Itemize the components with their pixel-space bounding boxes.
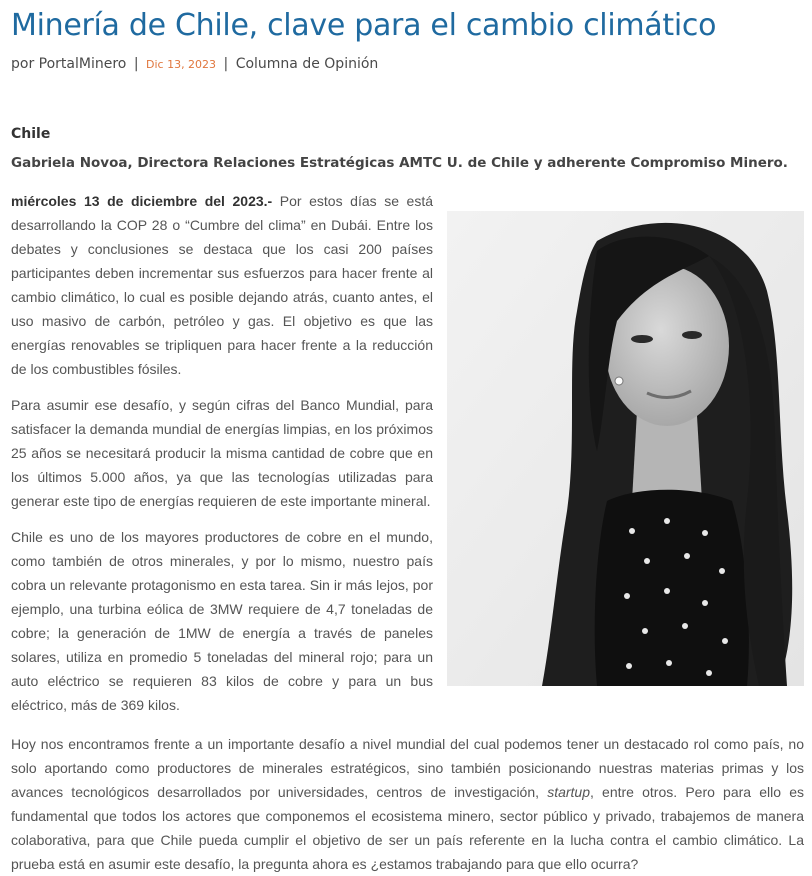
article-region: Chile [11,126,51,142]
post-date: Dic 13, 2023 [146,58,217,71]
paragraph-4-text-a: Hoy nos encontramos frente a un importante desafío a nivel mundial del cual podemos tener un destacado rol como país, no solo aportando como productores de minerales estratégicos, sino también posicionando nuestras materias primas y los avances tecnológicos desarrollados por universidades, centros de investigación, [11,736,804,800]
category-link[interactable]: Columna de Opinión [235,56,379,72]
paragraph-3: Chile es uno de los mayores productores de cobre en el mundo, como también de otros minerales, y por lo mismo, nuestro país cobra un relevante protagonismo en esta tarea. Sin ir más lejos, por ejemplo, una turbina eólica de 3MW requiere de 4,7 toneladas de cobre; la generación de 1MW de energía a través de paneles solares, utiliza en promedio 5 toneladas del mineral rojo; para un auto eléctrico se requieren 83 kilos de cobre y para un bus eléctrico, más de 369 kilos. [11,529,433,713]
author-link[interactable]: PortalMinero [38,56,127,72]
startup-term: startup [547,784,590,800]
article-meta [11,54,378,75]
by-prefix: por [11,56,35,72]
dateline: miércoles 13 de diciembre del 2023.- [11,193,273,209]
portrait-image [447,211,804,686]
article-byline: Gabriela Novoa, Directora Relaciones Estratégicas AMTC U. de Chile y adherente Compromiso Minero. [11,155,788,171]
article-title: Minería de Chile, clave para el cambio climático [11,8,717,43]
paragraph-1-text: Por estos días se está desarrollando la COP 28 o “Cumbre del clima” en Dubái. Entre los debates y conclusiones se destaca que los casi 200 países participantes deben incrementar sus esfuerzos para hacer frente al cambio climático, lo cual es posible dejando atrás, cuanto antes, el uso masivo de carbón, petróleo y gas. El objetivo es que las energías renovables se tripliquen para hacer frente a la reducción de los combustibles fósiles. [11,193,434,377]
paragraph-1 [11,189,433,381]
paragraph-4 [11,732,804,876]
meta-separator: | [223,56,229,72]
paragraph-4-text-b: , entre otros. Pero para ello es fundamental que todos los actores que componemos el ecosistema minero, sector público y privado, trabajemos de manera colaborativa, para que Chile pueda cumplir el objetivo de ser un país referente en la lucha contra el cambio climático. La prueba está en asumir este desafío, la pregunta ahora es ¿estamos trabajando para que ello ocurra? [11,784,804,872]
paragraph-2: Para asumir ese desafío, y según cifras del Banco Mundial, para satisfacer la demanda mundial de energías limpias, en los próximos 25 años se necesitará producir la misma cantidad de cobre que en los últimos 5.000 años, ya que las tecnologías utilizadas para generar este tipo de energías requieren de este importante mineral. [11,397,433,509]
meta-separator: | [133,56,139,72]
author-photo [447,211,804,686]
